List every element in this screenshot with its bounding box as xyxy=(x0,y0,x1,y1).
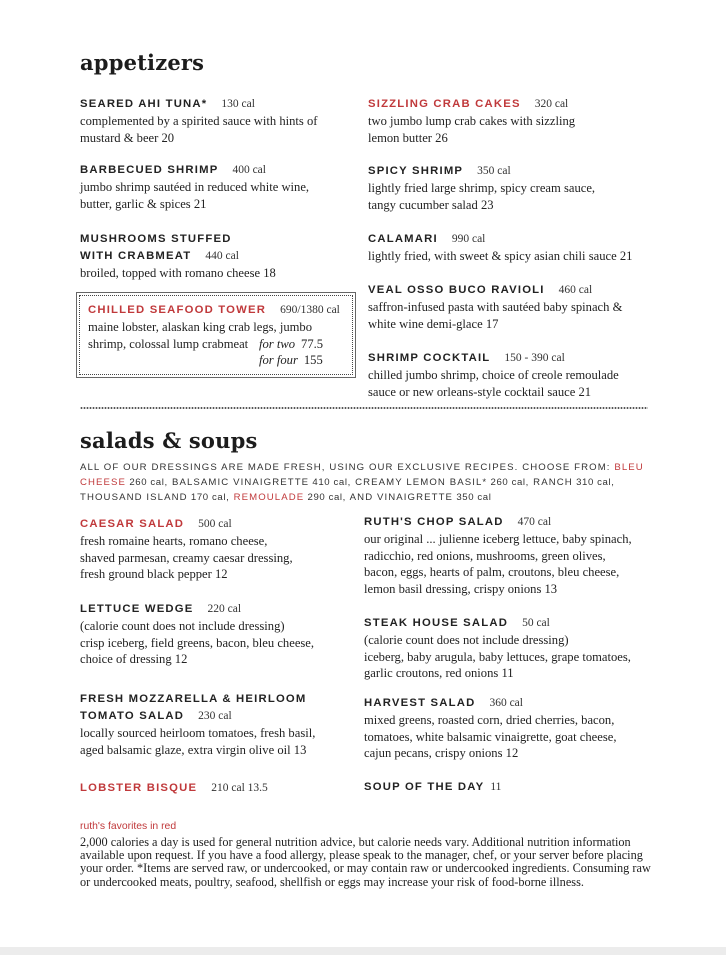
menu-item-calamari xyxy=(368,231,668,265)
item-description: crisp iceberg, field greens, bacon, bleu cheese, xyxy=(80,635,315,650)
item-description: lemon butter 26 xyxy=(368,130,448,145)
item-description: tangy cucumber salad 23 xyxy=(368,197,494,212)
item-description: lemon basil dressing, crispy onions 13 xyxy=(364,582,558,597)
item-name: STEAK HOUSE SALAD xyxy=(364,617,509,629)
menu-item-soup-of-the-day xyxy=(364,779,664,796)
item-name: RUTH'S CHOP SALAD xyxy=(364,516,504,528)
item-calories: 440 cal xyxy=(205,250,239,262)
menu-item-ruths-chop-salad xyxy=(364,514,664,598)
item-description: garlic croutons, red onions 11 xyxy=(364,666,514,681)
item-calories: 500 cal xyxy=(198,518,232,530)
item-description: our original ... julienne iceberg lettuce, baby spinach, xyxy=(364,532,632,546)
item-description: white wine demi-glace 17 xyxy=(368,316,499,331)
item-description: chilled jumbo shrimp, choice of creole remoulade xyxy=(368,368,619,382)
item-description: bacon, eggs, hearts of palm, croutons, bleu cheese, xyxy=(364,565,620,580)
item-description: complemented by a spirited sauce with hints of xyxy=(80,114,318,128)
item-description: tomatoes, white balsamic vinaigrette, goat cheese, xyxy=(364,729,617,744)
menu-item-caesar-salad xyxy=(80,516,370,583)
item-description: sauce or new orleans-style cocktail sauce 21 xyxy=(368,384,592,399)
item-name: LOBSTER BISQUE xyxy=(80,782,198,794)
item-calories: 220 cal xyxy=(207,603,242,615)
item-calories: 50 cal xyxy=(522,617,550,629)
item-description: two jumbo lump crab cakes with sizzling xyxy=(368,114,576,128)
item-description: aged balsamic glaze, extra virgin olive oil 13 xyxy=(80,742,307,757)
item-name: SIZZLING CRAB CAKES xyxy=(368,98,521,110)
item-name: FRESH MOZZARELLA & HEIRLOOM xyxy=(80,693,307,705)
item-calories: 470 cal xyxy=(517,516,552,528)
item-description: (calorie count does not include dressing) xyxy=(364,633,569,647)
item-description: broiled, topped with romano cheese 18 xyxy=(80,266,276,280)
menu-item-steak-house-salad xyxy=(364,615,664,682)
menu-item-sizzling-crab-cakes xyxy=(368,96,658,146)
item-calories: 400 cal xyxy=(232,164,266,176)
item-calories: 150 - 390 cal xyxy=(504,352,565,364)
item-calories: 360 cal xyxy=(489,697,523,709)
item-description: lightly fried, with sweet & spicy asian chili sauce 21 xyxy=(368,249,633,263)
item-description: fresh ground black pepper 12 xyxy=(80,567,228,582)
item-name: SHRIMP COCKTAIL xyxy=(368,352,491,364)
item-name: SOUP OF THE DAY xyxy=(364,781,485,793)
item-description: saffron-infused pasta with sautéed baby spinach & xyxy=(368,300,623,314)
page-bottom-bar xyxy=(0,947,726,955)
nutrition-disclaimer: 2,000 calories a day is used for general nutrition advice, but calorie needs vary. Additional nutrition information available upon request. If you have a food allergy, please speak to the manager, chef, or your server before placing your order. *Items are served raw, or undercooked, or may contain raw or undercooked ingredients. Consuming raw or undercooked meats, poultry, seafood, shellfish or eggs may increase your risk of food-borne illness. xyxy=(80,835,651,889)
item-calories: 990 cal xyxy=(451,233,486,245)
item-calories: 130 cal xyxy=(221,98,255,110)
seafood-tower-box xyxy=(79,295,353,375)
item-name: SPICY SHRIMP xyxy=(368,165,464,177)
item-calories: 350 cal xyxy=(477,165,511,177)
item-description: cajun pecans, crispy onions 12 xyxy=(364,746,519,761)
item-calories: 320 cal xyxy=(534,98,569,110)
item-description: jumbo shrimp sautéed in reduced white wine, xyxy=(80,180,310,194)
item-name: VEAL OSSO BUCO RAVIOLI xyxy=(368,284,545,296)
menu-item-seared-ahi-tuna xyxy=(80,96,370,146)
serving-for-two: for two 77.5 xyxy=(259,337,324,351)
menu-item-veal-osso-buco-ravioli xyxy=(368,282,668,332)
appetizers-title: appetizers xyxy=(80,50,205,75)
item-name: SEARED AHI TUNA* xyxy=(80,98,208,110)
item-description: mixed greens, roasted corn, dried cherries, bacon, xyxy=(364,713,615,727)
item-name: HARVEST SALAD xyxy=(364,697,476,709)
item-name: TOMATO SALAD xyxy=(80,710,185,722)
menu-item-harvest-salad xyxy=(364,695,664,762)
item-calories: 460 cal xyxy=(558,284,593,296)
menu-item-spicy-shrimp xyxy=(368,163,658,213)
dressing-remoulade: REMOULADE xyxy=(233,492,305,503)
item-name: LETTUCE WEDGE xyxy=(80,603,194,615)
menu-item-barbecued-shrimp xyxy=(80,162,370,212)
serving-for-four: for four 155 xyxy=(259,353,323,367)
menu-item-shrimp-cocktail xyxy=(368,350,668,400)
item-description: choice of dressing 12 xyxy=(80,652,188,667)
menu-item-fresh-mozzarella xyxy=(80,691,370,758)
item-name: CHILLED SEAFOOD TOWER xyxy=(88,304,267,316)
menu-item-mushrooms-stuffed xyxy=(80,231,370,282)
item-calories: 210 cal 13.5 xyxy=(211,782,268,794)
menu-item-lettuce-wedge xyxy=(80,601,370,668)
item-description: (calorie count does not include dressing) xyxy=(80,619,285,633)
item-description: shaved parmesan, creamy caesar dressing, xyxy=(80,550,293,565)
dressings-note: ALL OF OUR DRESSINGS ARE MADE FRESH, USING OUR EXCLUSIVE RECIPES. CHOOSE FROM: BLEU CHEESE 260 cal, BALSAMIC VINAIGRETTE 410 cal, CREAMY LEMON BASIL* 260 cal, RANCH 310 cal, THOUSAND ISLAND 170 cal, REMOULADE 290 cal, AND VINAIGRETTE 350 cal xyxy=(80,462,644,503)
item-description: radicchio, red onions, mushrooms, green olives, xyxy=(364,548,606,563)
item-description: lightly fried large shrimp, spicy cream sauce, xyxy=(368,181,596,195)
salads-soups-title: salads & soups xyxy=(80,428,258,453)
item-calories: 230 cal xyxy=(198,710,232,722)
item-price: 11 xyxy=(490,781,502,793)
item-description: mustard & beer 20 xyxy=(80,130,175,145)
item-name: WITH CRABMEAT xyxy=(80,250,192,262)
item-description: butter, garlic & spices 21 xyxy=(80,196,207,211)
favorites-note: ruth's favorites in red xyxy=(80,821,177,832)
item-name: BARBECUED SHRIMP xyxy=(80,164,219,176)
item-name: CAESAR SALAD xyxy=(80,518,185,530)
item-name: CALAMARI xyxy=(368,233,438,245)
item-calories: 690/1380 cal xyxy=(280,304,340,316)
dressing-bleu-cheese: BLEU CHEESE xyxy=(80,462,644,488)
item-description: iceberg, baby arugula, baby lettuces, grape tomatoes, xyxy=(364,649,631,664)
item-description: maine lobster, alaskan king crab legs, jumbo xyxy=(88,320,313,334)
menu-item-lobster-bisque xyxy=(80,780,370,797)
section-divider xyxy=(80,406,648,410)
item-name: MUSHROOMS STUFFED xyxy=(80,233,232,245)
item-description: fresh romaine hearts, romano cheese, xyxy=(80,534,268,548)
item-description: shrimp, colossal lump crabmeat xyxy=(88,336,249,351)
item-description: locally sourced heirloom tomatoes, fresh basil, xyxy=(80,726,316,740)
